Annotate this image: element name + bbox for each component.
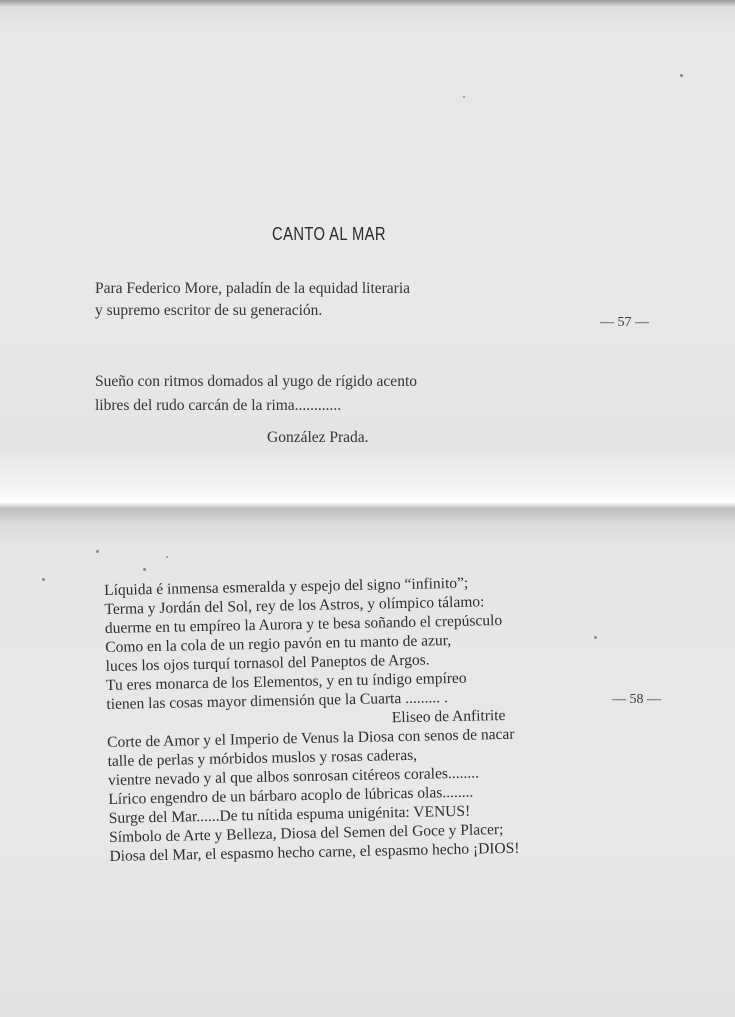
top-page xyxy=(0,0,735,505)
poem-line: Corte de Amor y el Imperio de Venus la Diosa con senos de nacar xyxy=(107,725,515,751)
poem-line: Terma y Jordán del Sol, rey de los Astros, y olímpico tálamo: xyxy=(104,593,485,618)
page-top-edge xyxy=(0,0,735,6)
poem-line: Como en la cola de un regio pavón en tu manto de azur, xyxy=(105,632,452,656)
paper-speck xyxy=(96,550,99,553)
poem-line: talle de perlas y mórbidos muslos y rosas caderas, xyxy=(107,746,418,770)
paper-speck xyxy=(594,636,597,639)
poem-section-heading: Eliseo de Anfitrite xyxy=(391,706,506,727)
paper-speck xyxy=(42,578,45,581)
paper-speck xyxy=(143,568,146,571)
paper-speck xyxy=(166,556,168,558)
paper-speck xyxy=(680,74,683,77)
poem-line: luces los ojos turquí tornasol del Paneptos de Argos. xyxy=(105,651,430,675)
poem-line: tienen las cosas mayor dimensión que la Cuarta ......... . xyxy=(106,689,448,713)
dedication-line-1: Para Federico More, paladín de la equidad literaria xyxy=(95,280,411,297)
poem-line: Lírico engendro de un bárbaro acoplo de lúbricas olas........ xyxy=(108,783,474,808)
poem-title: CANTO AL MAR xyxy=(272,224,387,244)
page-number-57: — 57 — xyxy=(600,315,649,330)
epigraph-author: González Prada. xyxy=(267,429,369,446)
page-number-58: — 58 — xyxy=(612,692,661,707)
poem-line: Surge del Mar......De tu nítida espuma unigénita: VENUS! xyxy=(108,802,471,827)
paper-speck xyxy=(463,96,465,98)
poem-line: duerme en tu empíreo la Aurora y te besa soñando el crepúsculo xyxy=(104,612,503,637)
poem-line: vientre nevado y al que albos sonrosan citéreos corales........ xyxy=(107,764,480,789)
epigraph-line-2: libres del rudo carcán de la rima............ xyxy=(95,397,342,414)
poem-line: Símbolo de Arte y Belleza, Diosa del Semen del Goce y Placer; xyxy=(108,821,504,846)
poem-line: Diosa del Mar, el espasmo hecho carne, el espasmo hecho ¡DIOS! xyxy=(109,839,520,865)
poem-line: Tu eres monarca de los Elementos, y en tu índigo empíreo xyxy=(105,669,467,694)
poem-line: Líquida é inmensa esmeralda y espejo del signo “infinito”; xyxy=(104,574,469,599)
epigraph-line-1: Sueño con ritmos domados al yugo de rígido acento xyxy=(95,373,417,390)
dedication-line-2: y supremo escritor de su generación. xyxy=(95,302,323,319)
